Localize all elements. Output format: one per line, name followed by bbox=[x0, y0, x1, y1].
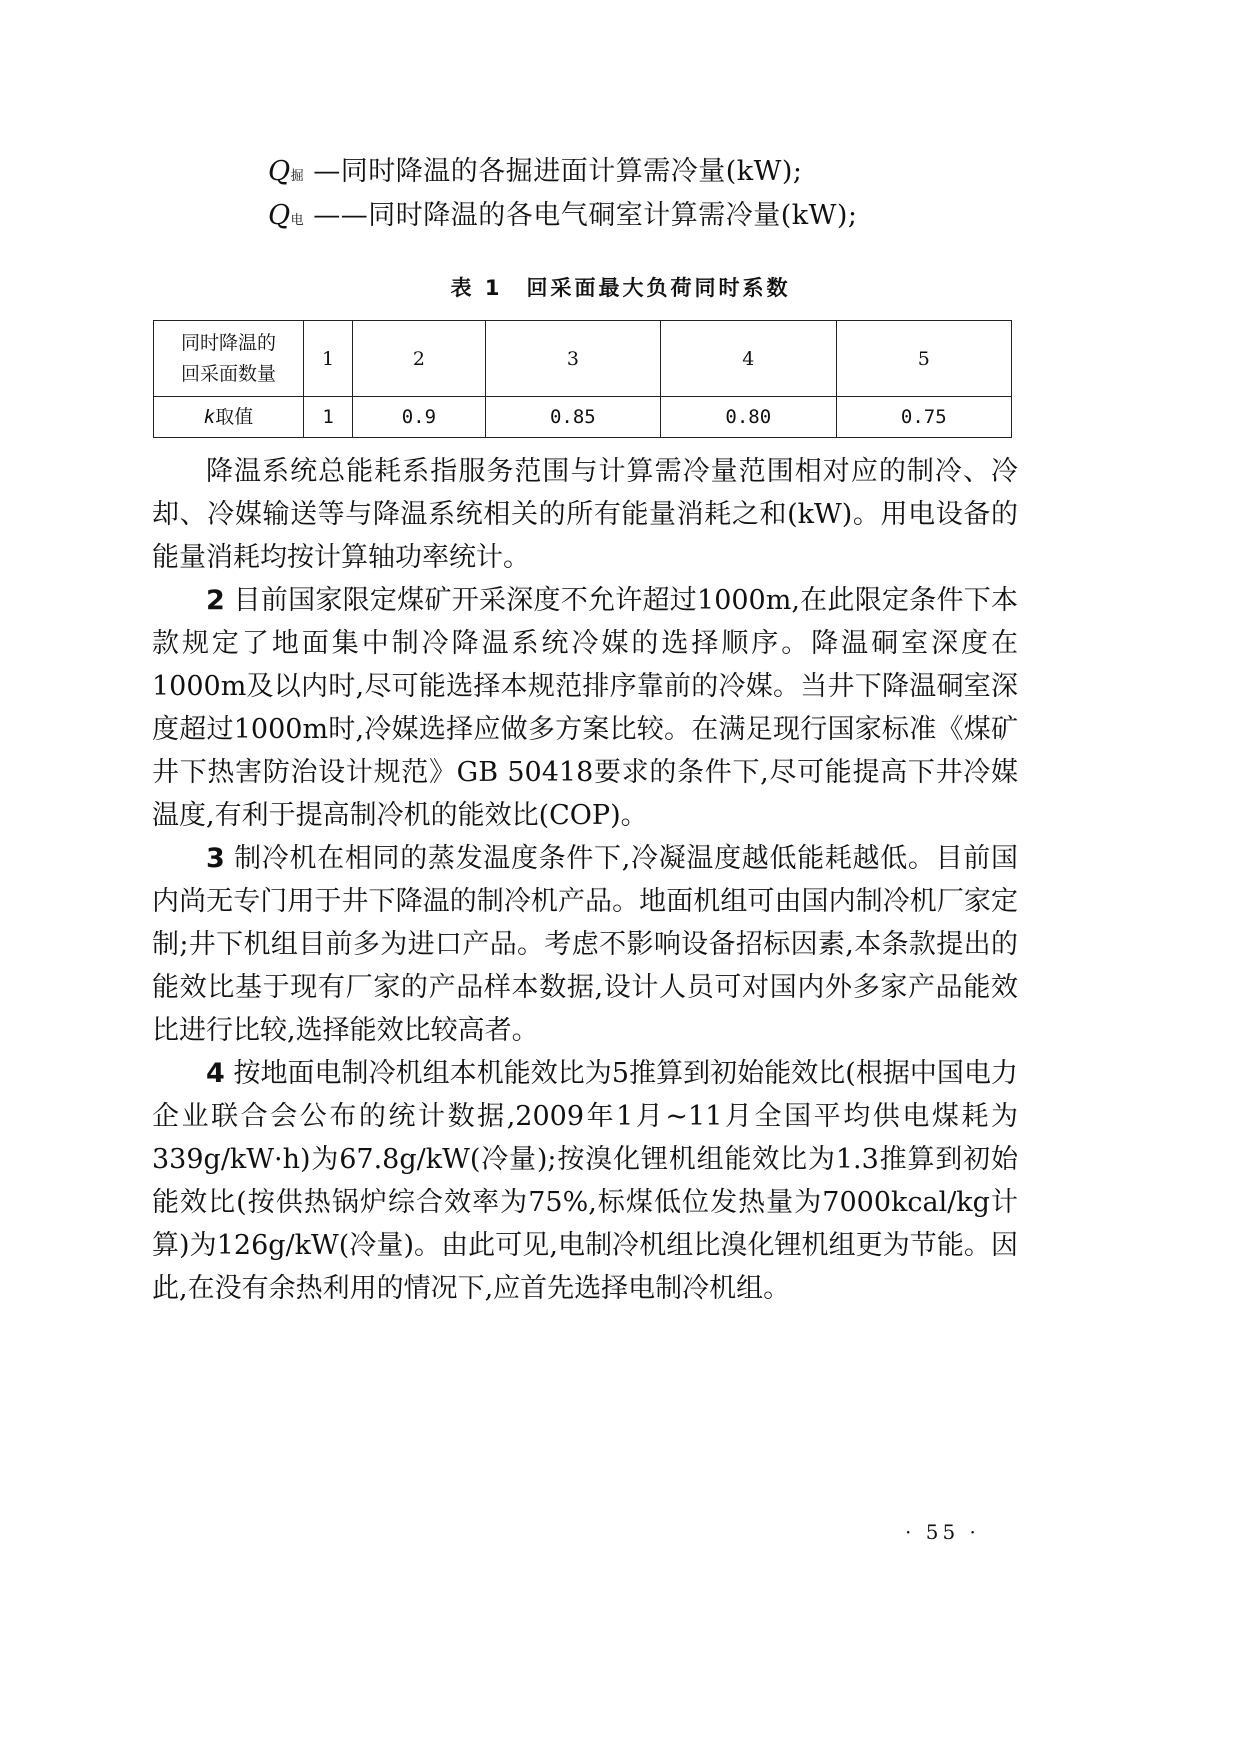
body-text bbox=[152, 450, 1018, 1310]
definition-text: 同时降温的各掘进面计算需冷量(kW); bbox=[340, 156, 803, 187]
table-cell: 1 bbox=[304, 397, 353, 438]
row-header bbox=[154, 397, 304, 438]
table-row bbox=[154, 397, 1012, 438]
definition-subscript: 电 bbox=[290, 213, 305, 228]
table-cell: 4 bbox=[661, 321, 836, 397]
paragraph-text: 按地面电制冷机组本机能效比为5推算到初始能效比(根据中国电力企业联合会公布的统计数据,2009年1月~11月全国平均供电煤耗为339g/kW·h)为67.8g/kW(冷量);按溴化锂机组能效比为1.3推算到初始能效比(按供热锅炉综合效率为75%,标煤低位发热量为7000kcal/kg计算)为126g/kW(冷量)。由此可见,电制冷机组比溴化锂机组更为节能。因此,在没有余热利用的情况下,应首先选择电制冷机组。 bbox=[152, 1058, 1018, 1304]
page-number: · 55 · bbox=[905, 1520, 980, 1544]
paragraph bbox=[152, 579, 1018, 837]
table-cell: 2 bbox=[353, 321, 486, 397]
definition-symbol: Q bbox=[268, 156, 291, 187]
definition-q-tunneling bbox=[268, 152, 803, 197]
row-header-line: 同时降温的 bbox=[180, 331, 276, 354]
table-row bbox=[154, 321, 1012, 397]
paragraph-text: 目前国家限定煤矿开采深度不允许超过1000m,在此限定条件下本款规定了地面集中制冷降温系统冷媒的选择顺序。降温硐室深度在1000m及以内时,尽可能选择本规范排序靠前的冷媒。当井下降温硐室深度超过1000m时,冷媒选择应做多方案比较。在满足现行国家标准《煤矿井下热害防治设计规范》GB 50418要求的条件下,尽可能提高下井冷媒温度,有利于提高制冷机的能效比(COP)。 bbox=[152, 585, 1018, 831]
definition-subscript: 掘 bbox=[290, 169, 305, 184]
table-cell: 0.80 bbox=[661, 397, 836, 438]
definition-dash: —— bbox=[313, 200, 369, 231]
row-header-text: 取值 bbox=[215, 405, 254, 428]
coefficient-table bbox=[153, 320, 1012, 438]
table-cell: 0.85 bbox=[485, 397, 660, 438]
definition-q-electric bbox=[268, 196, 858, 241]
table-caption: 表 1 回采面最大负荷同时系数 bbox=[450, 276, 791, 300]
table-cell: 3 bbox=[485, 321, 660, 397]
paragraph bbox=[152, 1052, 1018, 1310]
table-cell: 5 bbox=[836, 321, 1011, 397]
table-cell: 0.9 bbox=[353, 397, 486, 438]
definition-symbol: Q bbox=[268, 200, 291, 231]
item-number: 2 bbox=[206, 585, 225, 616]
item-number: 4 bbox=[206, 1058, 225, 1089]
table-cell: 1 bbox=[304, 321, 353, 397]
row-header-line: 回采面数量 bbox=[180, 362, 276, 385]
paragraph bbox=[152, 450, 1018, 579]
paragraph-text: 降温系统总能耗系指服务范围与计算需冷量范围相对应的制冷、冷却、冷媒输送等与降温系统相关的所有能量消耗之和(kW)。用电设备的能量消耗均按计算轴功率统计。 bbox=[152, 456, 1018, 573]
definition-text: 同时降温的各电气硐室计算需冷量(kW); bbox=[368, 200, 858, 231]
table-cell: 0.75 bbox=[836, 397, 1011, 438]
k-symbol: k bbox=[203, 405, 216, 428]
definition-dash: — bbox=[313, 156, 341, 187]
paragraph-text: 制冷机在相同的蒸发温度条件下,冷凝温度越低能耗越低。目前国内尚无专门用于井下降温的制冷机产品。地面机组可由国内制冷机厂家定制;井下机组目前多为进口产品。考虑不影响设备招标因素,本条款提出的能效比基于现有厂家的产品样本数据,设计人员可对国内外多家产品能效比进行比较,选择能效比较高者。 bbox=[152, 843, 1018, 1046]
paragraph bbox=[152, 837, 1018, 1052]
row-header bbox=[154, 321, 304, 397]
item-number: 3 bbox=[206, 843, 225, 874]
